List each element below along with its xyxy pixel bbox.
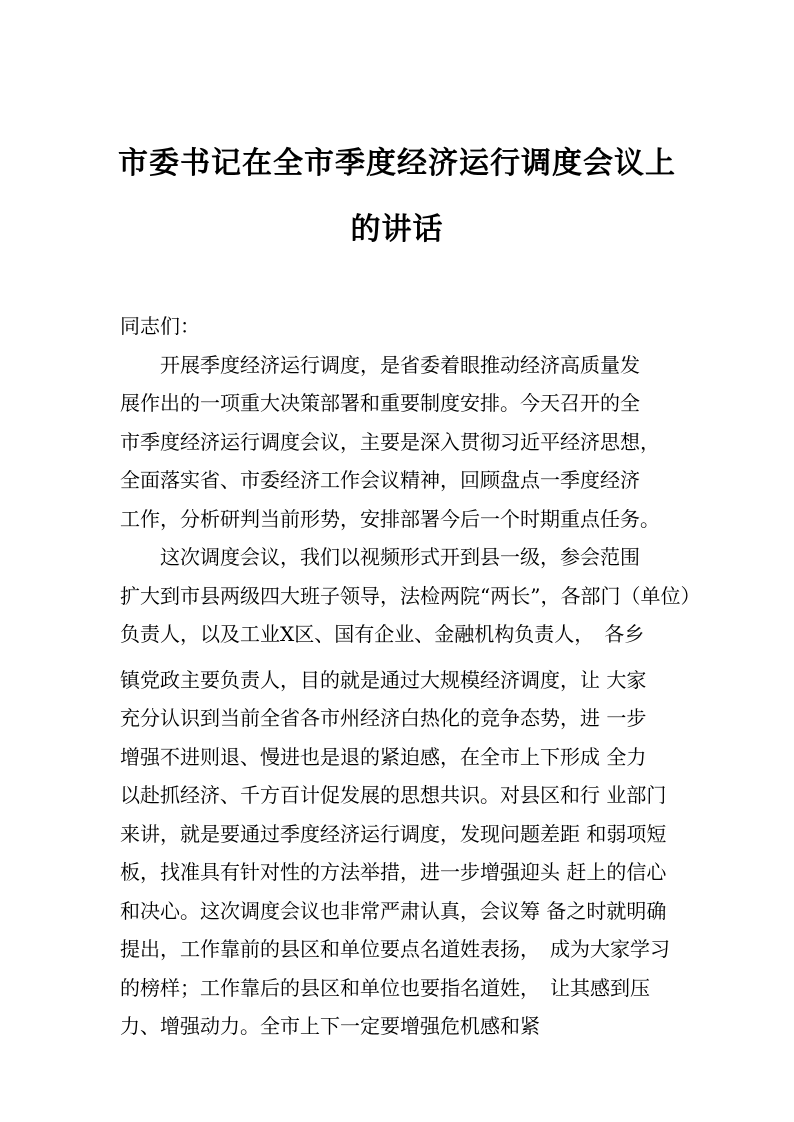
- document-body: [120, 307, 700, 1046]
- paragraph-2-line-7: 以赴抓经济、千方百计促发展的思想共识。对县区和行 业部门: [120, 783, 667, 807]
- paragraph-2-line-8: 来讲，就是要通过季度经济运行调度，发现问题差距 和弱项短: [120, 821, 667, 846]
- paragraph-2-line-1: 这次调度会议，我们以视频形式开到县一级，参会范围: [160, 545, 640, 569]
- document-title-line-1: 市委书记在全市季度经济运行调度会议上: [118, 146, 676, 181]
- paragraph-2-line-6: 增强不进则退、慢进也是退的紧迫感，在全市上下形成 全力: [120, 744, 647, 769]
- paragraph-2-line-2: 扩大到市县两级四大班子领导，法检两院“两长”，各部门（单位）: [120, 583, 701, 608]
- paragraph-1-line-2: 展作出的一项重大决策部署和重要制度安排。今天召开的全: [120, 391, 640, 415]
- paragraph-2-line-5: 充分认识到当前全省各市州经济白热化的竞争态势，进 一步: [120, 706, 647, 730]
- paragraph-2-line-10: 和决心。这次调度会议也非常严肃认真，会议筹 备之时就明确: [120, 898, 667, 923]
- paragraph-2-line-4: 镇党政主要负责人，目的就是通过大规模经济调度，让 大家: [120, 667, 647, 692]
- paragraph-2-line-13: 力、增强动力。全市上下一定要增强危机感和紧: [120, 1014, 540, 1038]
- paragraph-2-line-11: 提出，工作靠前的县区和单位要点名道姓表扬， 成为大家学习: [120, 937, 670, 961]
- paragraph-2-line-12: 的榜样；工作靠后的县区和单位也要指名道姓， 让其感到压: [120, 975, 650, 1000]
- document-title-line-2: 的讲话: [350, 212, 444, 247]
- paragraph-2-line-3: 负责人，以及工业X区、国有企业、金融机构负责人， 各乡: [120, 622, 645, 646]
- paragraph-1-line-1: 开展季度经济运行调度，是省委着眼推动经济高质量发: [160, 352, 640, 377]
- paragraph-1-line-5: 工作，分析研判当前形势，安排部署今后一个时期重点任务。: [120, 506, 660, 531]
- paragraph-1-line-4: 全面落实省、市委经济工作会议精神，回顾盘点一季度经济: [120, 468, 640, 492]
- paragraph-1-line-3: 市季度经济运行调度会议，主要是深入贯彻习近平经济思想，: [120, 429, 660, 454]
- paragraph-2-line-9: 板，找准具有针对性的方法举措，进一步增强迎头 赶上的信心: [120, 860, 667, 884]
- salutation: 同志们：: [120, 314, 200, 338]
